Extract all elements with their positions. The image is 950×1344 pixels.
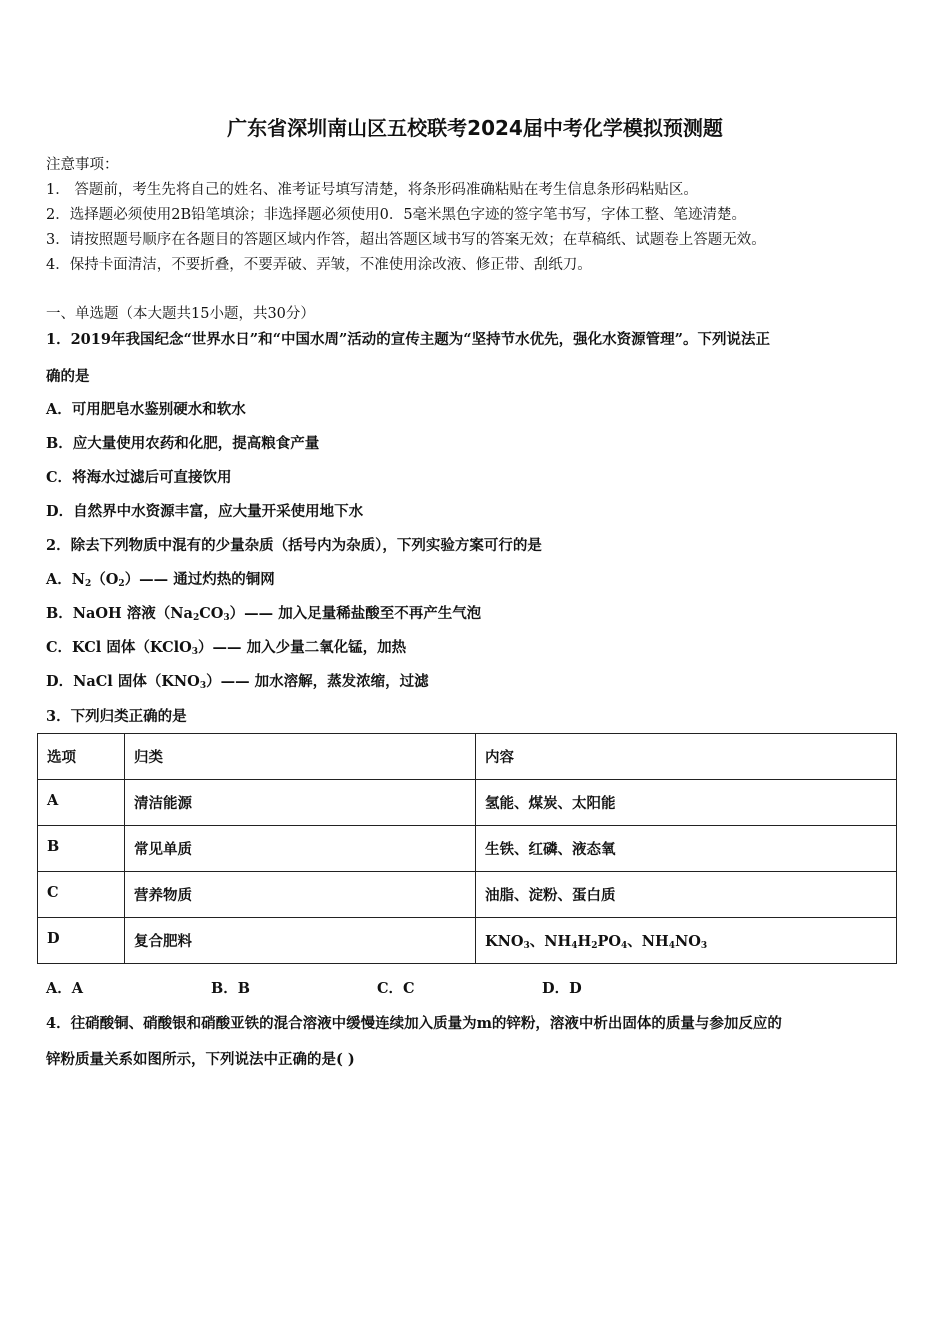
subscript: 3 [199,681,207,691]
table-row [38,780,897,826]
q2-option-b [46,602,481,623]
text: 、NH [627,933,669,950]
table-cell: 复合肥料 [125,918,476,964]
q2-option-a [46,568,275,589]
text: D．NaCl 固体（KNO [46,673,200,690]
subscript: 4 [668,941,676,951]
notice-item: 2．选择题必须使用2B铅笔填涂；非选择题必须使用0．5毫米黑色字迹的签字笔书写，字体工整、笔迹清楚。 [46,207,747,223]
subscript: 3 [191,647,199,657]
table-row [38,872,897,918]
table-header: 选项 [38,734,125,780]
notice-item: 3．请按照题号顺序在各题目的答题区域内作答，超出答题区域书写的答案无效；在草稿纸、试题卷上答题无效。 [46,232,766,248]
q3-choice-d: D．D [542,980,582,997]
text: B．NaOH 溶液（Na [46,605,193,622]
table-cell: C [38,872,125,918]
q3-choice-a: A．A [46,980,84,997]
table-cell: B [38,826,125,872]
table-cell: 油脂、淀粉、蛋白质 [476,872,897,918]
table-cell: 生铁、红磷、液态氧 [476,826,897,872]
table-header: 内容 [476,734,897,780]
table-cell: 氢能、煤炭、太阳能 [476,780,897,826]
q3-choice-b: B．B [211,980,251,997]
page-title: 广东省深圳南山区五校联考2024届中考化学模拟预测题 [227,116,723,140]
text: （O [91,571,119,588]
q1-option-c: C．将海水过滤后可直接饮用 [46,469,232,486]
text: A．N [46,571,86,588]
notice-item: 1． 答题前，考生先将自己的姓名、准考证号填写清楚，将条形码准确粘贴在考生信息条形码粘贴区。 [46,182,698,198]
q3-choice-c: C．C [377,980,415,997]
table-cell: 营养物质 [125,872,476,918]
subscript: 3 [700,941,708,951]
subscript: 2 [118,579,125,589]
text: H [577,933,592,950]
table-header: 归类 [125,734,476,780]
table-row [38,826,897,872]
table-cell: 清洁能源 [125,780,476,826]
subscript: 4 [571,941,578,951]
subscript: 2 [591,941,598,951]
subscript: 2 [85,579,92,589]
table-header-row [38,734,897,780]
table-row [38,918,897,964]
text: ）—— 加入足量稀盐酸至不再产生气泡 [229,605,482,622]
text: KNO [485,933,524,950]
text: ）—— 通过灼热的铜网 [124,571,275,588]
q1-stem-cont: 确的是 [46,368,90,385]
q1-option-d: D．自然界中水资源丰富，应大量开采使用地下水 [46,503,364,520]
text: ）—— 加入少量二氧化锰，加热 [198,639,407,656]
subscript: 4 [621,941,628,951]
classification-table [37,733,897,964]
q4-stem-cont: 锌粉质量关系如图所示，下列说法中正确的是( ) [46,1051,355,1068]
text: PO [597,933,622,950]
text: NO [675,933,701,950]
subscript: 3 [523,941,530,951]
subscript: 2 [192,613,200,623]
table-cell-formula [476,918,897,964]
q3-stem: 3．下列归类正确的是 [46,708,187,725]
table-cell: 常见单质 [125,826,476,872]
q2-option-c [46,636,406,657]
text: CO [199,605,224,622]
table-cell: D [38,918,125,964]
text: ）—— 加水溶解，蒸发浓缩，过滤 [206,673,429,690]
q4-stem: 4．往硝酸铜、硝酸银和硝酸亚铁的混合溶液中缓慢连续加入质量为m的锌粉，溶液中析出固体的质量与参加反应的 [46,1015,782,1032]
text: 、NH [529,933,572,950]
text: C．KCl 固体（KClO [46,639,192,656]
notice-item: 4．保持卡面清洁，不要折叠，不要弄破、弄皱，不准使用涂改液、修正带、刮纸刀。 [46,257,592,273]
q2-option-d [46,670,429,691]
q2-stem: 2．除去下列物质中混有的少量杂质（括号内为杂质），下列实验方案可行的是 [46,537,542,554]
q1-stem: 1．2019年我国纪念“世界水日”和“中国水周”活动的宣传主题为“坚持节水优先，强化水资源管理”。下列说法正 [46,331,770,348]
table-cell: A [38,780,125,826]
subscript: 3 [223,613,230,623]
notice-heading: 注意事项： [46,157,119,173]
q1-option-b: B．应大量使用农药和化肥，提高粮食产量 [46,435,320,452]
section-heading: 一、单选题（本大题共15小题，共30分） [46,306,315,322]
q1-option-a: A．可用肥皂水鉴别硬水和软水 [46,401,246,418]
